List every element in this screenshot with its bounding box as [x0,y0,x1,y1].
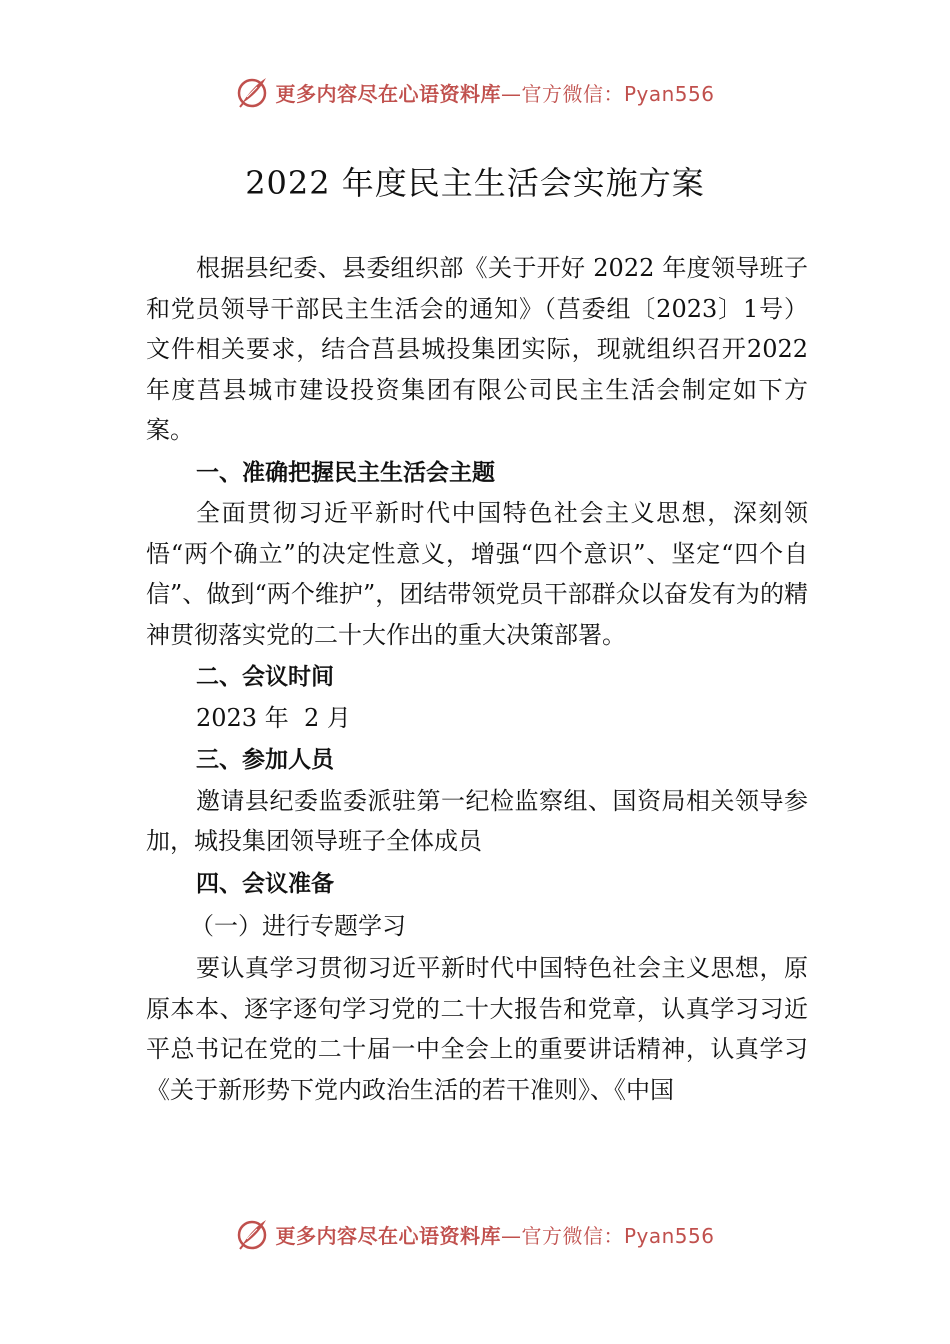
feather-pen-logo-icon [235,75,269,109]
watermark-text: 更多内容尽在心语资料库—官方微信：Pyan556 [275,1223,715,1248]
watermark-text: 更多内容尽在心语资料库—官方微信：Pyan556 [275,81,715,106]
section-heading-4: 四、会议准备 [196,870,334,897]
feather-pen-logo-icon [235,1217,269,1251]
document-body [146,248,808,1110]
section-heading-1: 一、准确把握民主生活会主题 [196,459,495,486]
section-3-paragraph: 邀请县纪委监委派驻第一纪检监察组、国资局相关领导参加，城投集团领导班子全体成员 [146,786,808,855]
section-heading-2: 二、会议时间 [196,664,334,690]
watermark-banner-bottom [0,1214,950,1254]
document-title: 2022 年度民主生活会实施方案 [245,164,705,202]
section-4-paragraph: 要认真学习贯彻习近平新时代中国特色社会主义思想，原原本本、逐字逐句学习党的二十大报告和党章，认真学习习近平总书记在党的二十届一中全会上的重要讲话精神，认真学习《关于新形势下党内政治生活的若干准则》、《中国 [146,954,808,1104]
subsection-heading-4-1: （一）进行专题学习 [190,912,406,940]
intro-paragraph: 根据县纪委、县委组织部《关于开好 2022 年度领导班子和党员领导干部民主生活会的通知》（莒委组〔2023〕1号）文件相关要求，结合莒县城投集团实际，现就组织召开2022 年度莒县城市建设投资集团有限公司民主生活会制定如下方案。 [146,254,808,444]
section-1-paragraph: 全面贯彻习近平新时代中国特色社会主义思想，深刻领悟“两个确立”的决定性意义，增强“四个意识”、坚定“四个自信”、做到“两个维护”，团结带领党员干部群众以奋发有为的精神贯彻落实党的二十大作出的重大决策部署。 [146,499,808,649]
section-heading-3: 三、参加人员 [196,747,334,773]
section-2-paragraph: 2023 年 2 月 [196,703,351,732]
watermark-banner-top [0,72,950,112]
